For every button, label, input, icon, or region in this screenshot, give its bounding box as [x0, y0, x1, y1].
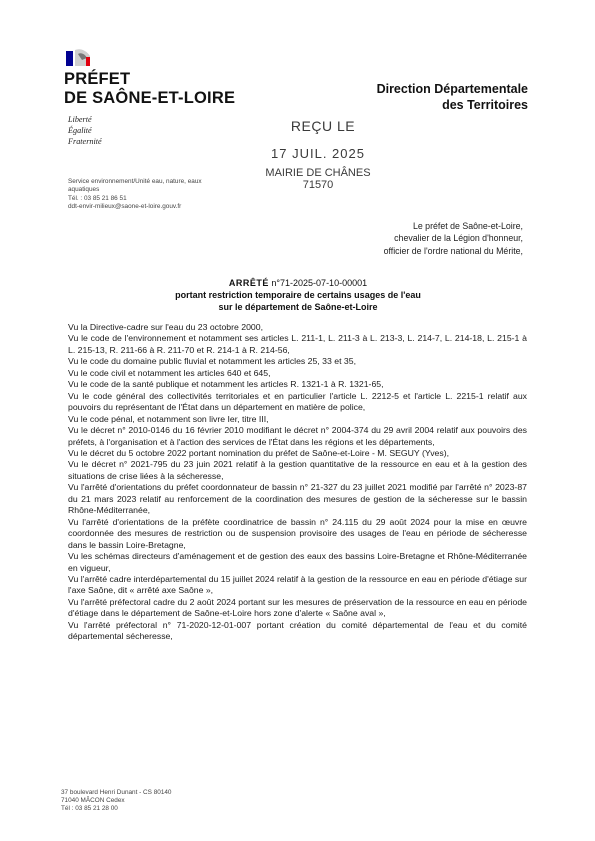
footer-line-1: 37 boulevard Henri Dunant - CS 80140: [61, 789, 172, 796]
prefet-intro: [384, 220, 523, 257]
visa-item: Vu le code général des collectivités territoriales et en particulier l'article L. 2212-5 et l'article L. 2215-1 relatif aux pouvoirs du représentant de l'État dans un département en matière de police,: [68, 390, 527, 413]
prefet-title: [64, 70, 235, 108]
visa-item: Vu le décret n° 2010-0146 du 16 février 2010 modifiant le décret n° 2004-374 du 29 avril 2004 relatif aux pouvoirs des préfets, à l'organisation et à l'action des services de l'État dans les régions et les départements,: [68, 425, 527, 447]
marianne-logo-icon: [66, 48, 90, 66]
service-line-1: Service environnement/Unité eau, nature, eaux: [68, 178, 202, 185]
footer-line-2: 71040 MÂCON Cedex: [61, 797, 125, 805]
prefet-line-2: DE SAÔNE-ET-LOIRE: [64, 89, 236, 107]
arrete-number: n°71-2025-07-10-00001: [271, 278, 368, 288]
arrete-number-line: [68, 277, 528, 289]
intro-line-3: officier de l'ordre national du Mérite,: [383, 245, 523, 256]
arrete-title-line-1: portant restriction temporaire de certains usages de l'eau: [175, 290, 421, 301]
devise-fraternite: Fraternité: [68, 137, 102, 146]
stamp-date: 17 JUIL. 2025: [271, 146, 365, 161]
footer-line-3: Tél : 03 85 21 28 00: [61, 805, 118, 813]
visa-item: Vu le code du domaine public fluvial et notamment les articles 25, 33 et 35,: [68, 356, 356, 367]
visa-item: Vu l'arrêté d'orientations de la préfète coordinatrice de bassin n° 24.115 du 29 août 2024 pour la mise en œuvre coordonnée des mesures de restriction ou de suspension provisoire des usages de l'eau en période de sécheresse dans le bassin Loire-Bretagne,: [68, 516, 527, 550]
visa-item: Vu l'arrêté d'orientations du préfet coordonnateur de bassin n° 21-327 du 23 juillet 2021 modifié par l'arrêté n° 2023-87 du 21 mars 2023 relatif au renforcement de la coordination des mesures de gestion de la sécheresse sur le bassin Rhône-Méditerranée,: [68, 482, 527, 516]
service-info: [68, 178, 228, 212]
direction-line-1: Direction Départementale: [376, 82, 528, 96]
stamp-recu-label: REÇU LE: [290, 118, 356, 134]
visa-item: Vu le décret n° 2021-795 du 23 juin 2021 relatif à la gestion quantitative de la ressource en eau et à la gestion des situations de crise liées à la sécheresse,: [68, 459, 527, 481]
visa-item: Vu les schémas directeurs d'aménagement et de gestion des eaux des bassins Loire-Bretagne et Rhône-Méditerranée en vigueur,: [68, 551, 527, 573]
intro-line-1: Le préfet de Saône-et-Loire,: [412, 221, 523, 231]
prefet-line-1: PRÉFET: [64, 70, 131, 88]
visa-item: Vu l'arrêté cadre interdépartemental du 15 juillet 2024 relatif à la gestion de la ressource en eau en période d'étiage sur l'axe Saône, dit « arrêté axe Saône »,: [68, 573, 527, 596]
visa-item: Vu la Directive-cadre sur l'eau du 23 octobre 2000,: [68, 322, 263, 332]
reception-stamp: [258, 118, 378, 191]
visa-item: Vu le code de l'environnement et notamment ses articles L. 211-1, L. 211-3 à L. 213-3, L. 214-7, L. 214-18, L. 215-1 à L. 215-13, R. 211-66 à R. 211-70 et R. 214-1 à R. 214-56,: [68, 333, 527, 355]
visa-item: Vu l'arrêté préfectoral n° 71-2020-12-01-007 portant création du comité départemental de l'eau et du comité départemental sécheresse,: [68, 619, 527, 642]
direction-header: [377, 81, 528, 113]
visas-list: [68, 322, 527, 643]
visa-item: Vu le code civil et notamment les articles 640 et 645,: [68, 367, 271, 378]
visa-item: Vu le décret du 5 octobre 2022 portant nomination du préfet de Saône-et-Loire - M. SEGUY (Yves),: [68, 447, 450, 458]
visa-item: Vu le code de la santé publique et notamment les articles R. 1321-1 à R. 1321-65,: [68, 379, 384, 390]
arrete-label: ARRÊTÉ: [228, 278, 269, 288]
footer-address: [61, 789, 172, 814]
stamp-mairie: MAIRIE DE CHÂNES: [265, 167, 371, 179]
arrete-title-line-2: sur le département de Saône-et-Loire: [218, 302, 378, 313]
service-line-2: aquatiques: [68, 186, 100, 194]
service-phone: Tél. : 03 85 21 86 51: [68, 194, 127, 202]
stamp-postal-code: 71570: [302, 179, 334, 191]
visa-item: Vu l'arrêté préfectoral cadre du 2 août 2024 portant sur les mesures de préservation de la ressource en eau en période d'étiage dans le département de Saône-et-Loire hors zone d'alerte « Saône aval »,: [68, 596, 527, 619]
arrete-title-block: [68, 277, 528, 314]
service-email: ddt-envir-milieux@saone-et-loire.gouv.fr: [68, 203, 182, 211]
devise: [68, 114, 102, 147]
visa-item: Vu le code pénal, et notamment son livre Ier, titre III,: [68, 413, 269, 424]
devise-liberte: Liberté: [68, 115, 92, 124]
devise-egalite: Égalité: [68, 126, 92, 135]
intro-line-2: chevalier de la Légion d'honneur,: [394, 233, 523, 244]
direction-line-2: des Territoires: [442, 98, 528, 112]
